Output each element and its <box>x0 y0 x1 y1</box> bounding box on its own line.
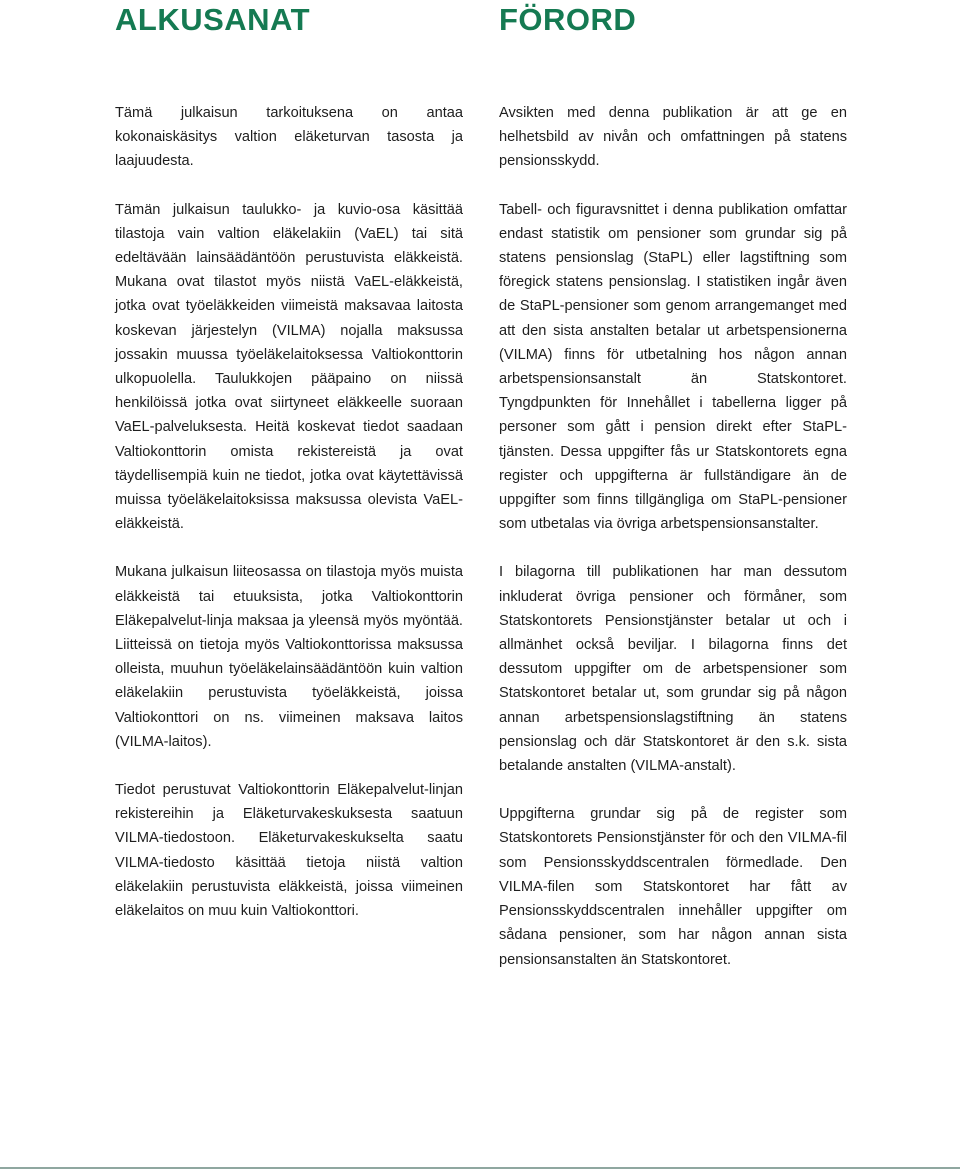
footer-divider <box>0 1167 960 1169</box>
finnish-paragraph-1: Tämä julkaisun tarkoituksena on antaa kokonaiskäsitys valtion eläketurvan tasosta ja laajuudesta. <box>115 105 463 170</box>
swedish-paragraph-2: Tabell- och figuravsnittet i denna publikation omfattar endast statistik om pensioner som grundar sig på statens pensionslag (StaPL) eller lagstiftning som föregick statens pensionslag. I statistiken ingår även de StaPL-pensioner som genom arrangemanget med att den sista anstalten betalar ut arbetspensionerna (VILMA) finns för utbetalning hos någon annan arbetspensionsanstalt än Statskontoret. Tyngdpunkten för Innehållet i tabellerna ligger på personer som gått i pension direkt efter StaPL-tjänsten. Dessa uppgifter fås ur Statskontorets egna register och uppgifterna är fullständigare än de uppgifter som finns tillgängliga om StaPL-pensioner som utbetalas via övriga arbetspensionsanstalter. <box>499 201 847 533</box>
swedish-paragraph-4: Uppgifterna grundar sig på de register som Statskontorets Pensionstjänster för och den VILMA-fil som Pensionsskyddscentralen förmedlade. Den VILMA-filen som Statskontoret har fått av Pensionsskyddscentralen innehåller uppgifter om sådana pensioner, som har någon annan sista pensionsanstalten än Statskontoret. <box>499 806 847 968</box>
swedish-heading: FÖRORD <box>499 2 637 37</box>
finnish-paragraph-3: Mukana julkaisun liiteosassa on tilastoja myös muista eläkkeistä tai etuuksista, jotka Valtiokonttorin Eläkepalvelut-linja maksaa ja yleensä myös myöntää. Liitteissä on tietoja myös Valtiokonttorissa maksussa olleista, muuhun työeläkelainsäädäntöön kuin valtion eläkelakiin perustuvista työeläkkeistä, joissa Valtiokonttori on ns. viimeinen maksava laitos (VILMA-laitos). <box>115 564 463 750</box>
finnish-paragraph-2: Tämän julkaisun taulukko- ja kuvio-osa käsittää tilastoja vain valtion eläkelakiin (VaEL) tai sitä edeltävään lainsäädäntöön perustuvista eläkkeistä. Mukana ovat tilastot myös niistä VaEL-eläkkeistä, jotka ovat työeläkkeiden viimeistä maksavaa laitosta koskevan järjestelyn (VILMA) nojalla maksussa jossakin muussa työeläkelaitoksessa Valtiokonttorin ulkopuolella. Taulukkojen pääpaino on niissä henkilöissä jotka ovat siirtyneet eläkkeelle suoraan VaEL-palveluksesta. Heitä koskevat tiedot saadaan Valtiokonttorin omista rekistereistä ja ovat täydellisempiä kuin ne tiedot, jotka ovat käytettävissä muissa työeläkelaitoksissa maksussa olevista VaEL-eläkkeistä. <box>115 201 463 533</box>
swedish-paragraph-3: I bilagorna till publikationen har man dessutom inkluderat övriga pensioner och förmåner, som Statskontorets Pensionstjänster betalar ut och i allmänhet också beviljar. I bilagorna finns det dessutom uppgifter om de arbetspensioner som Statskontoret betalar ut, som grundar sig på någon annan arbetspensionslagstiftning än statens pensionslag och där Statskontoret är den s.k. sista betalande anstalten (VILMA-anstalt). <box>499 564 847 775</box>
swedish-body <box>499 101 847 996</box>
finnish-heading: ALKUSANAT <box>115 2 311 37</box>
swedish-paragraph-1: Avsikten med denna publikation är att ge en helhetsbild av nivån och omfattningen på statens pensionsskydd. <box>499 105 847 170</box>
finnish-body <box>115 101 463 947</box>
finnish-paragraph-4: Tiedot perustuvat Valtiokonttorin Eläkepalvelut-linjan rekistereihin ja Eläketurvakeskuksesta saatuun VILMA-tiedostoon. Eläketurvakeskukselta saatu VILMA-tiedosto käsittää tietoja niistä valtion eläkelakiin perustuvista eläkkeistä, joissa viimeinen eläkelaitos on muu kuin Valtiokonttori. <box>115 782 463 920</box>
